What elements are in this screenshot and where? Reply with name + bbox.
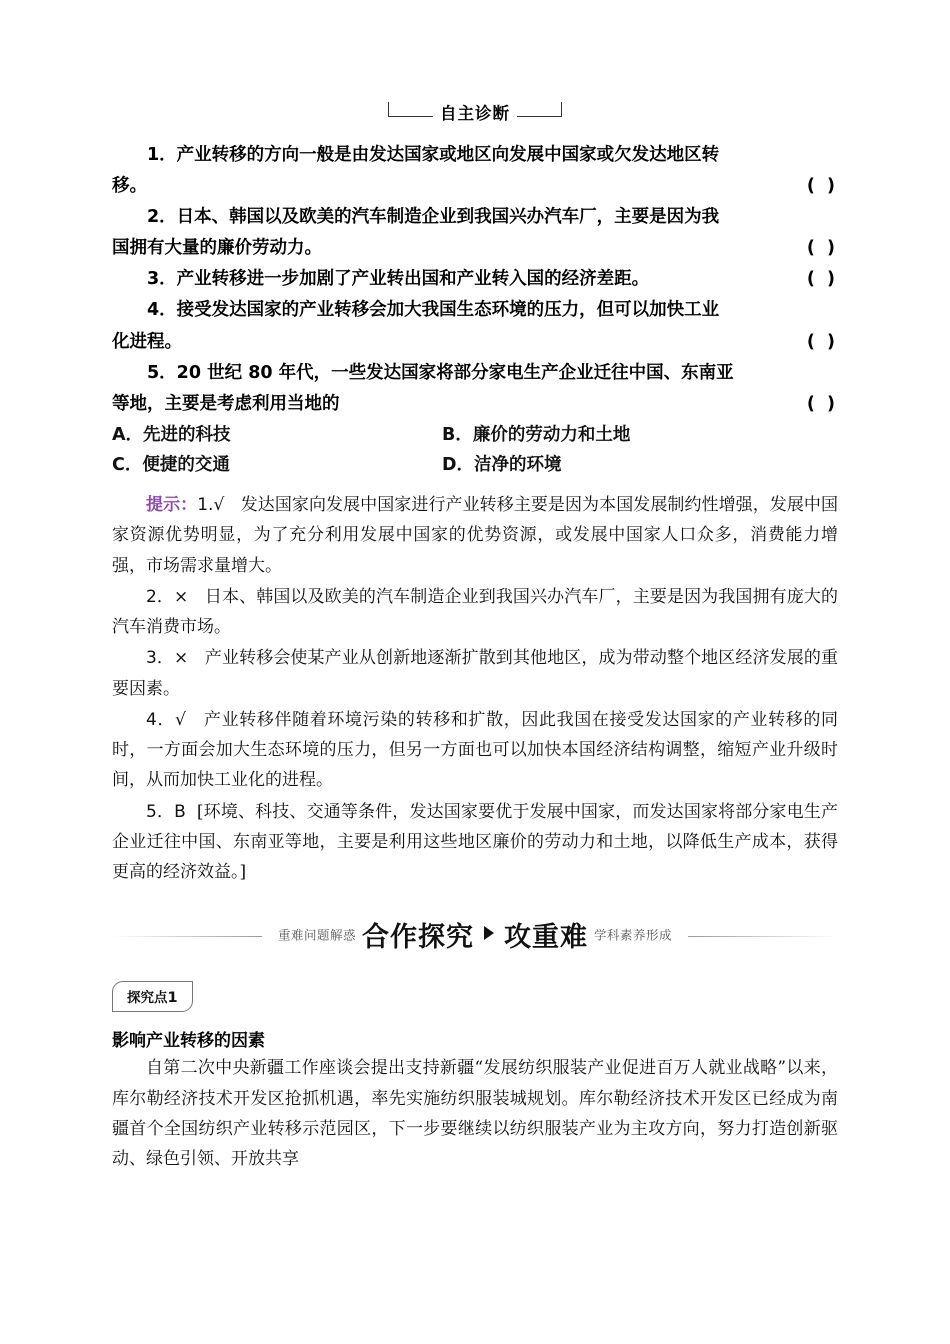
tip-1-number: 1. bbox=[197, 495, 214, 516]
question-3-line-1: ( ) 3．产业转移进一步加剧了产业转出国和产业转入国的经济差距。 bbox=[112, 264, 838, 294]
explore-point-tag bbox=[112, 981, 193, 1012]
question-5-line-2: ( ) 等地，主要是考虑利用当地的 bbox=[112, 389, 838, 419]
tip-3-number: 3． bbox=[146, 648, 175, 669]
tip-2-number: 2． bbox=[146, 586, 175, 607]
answer-blank-4: ( ) bbox=[806, 331, 838, 352]
section-title: 自主诊断 bbox=[440, 104, 510, 123]
bracket-right-decoration bbox=[517, 102, 562, 117]
tip-2-text: 日本、韩国以及欧美的汽车制造企业到我国兴办汽车厂，主要是因为我国拥有庞大的汽车消费市场。 bbox=[112, 586, 838, 638]
tip-4-mark: √ bbox=[175, 709, 186, 730]
option-row-1 bbox=[112, 420, 838, 450]
tip-5-text: [环境、科技、交通等条件，发达国家要优于发展中国家，而发达国家将部分家电生产企业迁往中国、东南亚等地，主要是利用这些地区廉价的劳动力和土地，以降低生产成本，获得更高的经济效益。] bbox=[112, 801, 838, 883]
page-content bbox=[112, 100, 838, 1175]
section-banner bbox=[112, 913, 838, 959]
arrow-right-icon bbox=[484, 926, 494, 940]
option-b[interactable]: B．廉价的劳动力和土地 bbox=[442, 424, 631, 445]
banner-rule-right bbox=[688, 936, 838, 937]
banner-left-caption: 重难问题解惑 bbox=[277, 927, 356, 943]
question-2-line-1: 2．日本、韩国以及欧美的汽车制造企业到我国兴办汽车厂，主要是因为我 bbox=[147, 207, 720, 228]
tip-item-2 bbox=[112, 582, 838, 643]
tip-item-5 bbox=[112, 797, 838, 888]
question-1-line-1: 1．产业转移的方向一般是由发达国家或地区向发展中国家或欠发达地区转 bbox=[147, 145, 720, 165]
tip-label: 提示： bbox=[146, 495, 198, 516]
explore-point-paragraph: 自第二次中央新疆工作座谈会提出支持新疆“发展纺织服装产业促进百万人就业战略”以来，库尔勒经济技术开发区抢抓机遇，率先实施纺织服装城规划。库尔勒经济技术开发区已经成为南疆首个全国纺织产业转移示范园区，下一步要继续以纺织服装产业为主攻方向，努力打造创新驱动、绿色引领、开放共享 bbox=[112, 1058, 838, 1170]
tip-5-number: 5． bbox=[146, 801, 175, 822]
tip-4-number: 4． bbox=[146, 709, 176, 730]
tips-block bbox=[112, 490, 838, 887]
tip-2-mark: × bbox=[174, 586, 189, 607]
tip-5-mark: B bbox=[174, 801, 186, 822]
banner-title-right: 攻重难 bbox=[504, 922, 588, 954]
explore-point-title: 影响产业转移的因素 bbox=[112, 1031, 265, 1052]
tip-1-text: 发达国家向发展中国家进行产业转移主要是因为本国发展制约性增强，发展中国家资源优势明显，为了充分利用发展中国家的优势资源，或发展中国家人口众多，消费能力增强，市场需求量增大。 bbox=[112, 495, 838, 576]
tip-4-text: 产业转移伴随着环境污染的转移和扩散，因此我国在接受发达国家的产业转移的同时，一方面会加大生态环境的压力，但另一方面也可以加快本国经济结构调整，缩短产业升级时间，从而加快工业化的进程。 bbox=[112, 709, 839, 791]
banner-title-left: 合作探究 bbox=[362, 922, 474, 954]
option-row-2 bbox=[112, 450, 838, 480]
question-4-line-2: ( ) 化进程。 bbox=[112, 327, 838, 357]
answer-blank-5: ( ) bbox=[806, 393, 838, 414]
tip-item-3 bbox=[112, 643, 838, 704]
question-4-line-1: 4．接受发达国家的产业转移会加大我国生态环境的压力，但可以加快工业 bbox=[147, 300, 720, 321]
option-a[interactable]: A．先进的科技 bbox=[112, 424, 231, 445]
banner-rule-left bbox=[112, 936, 262, 937]
section-header-self-diagnosis bbox=[112, 100, 838, 126]
question-1-line-2: ( ) 移。 bbox=[112, 171, 838, 201]
answer-blank-2: ( ) bbox=[806, 238, 838, 259]
tip-1-mark: √ bbox=[213, 495, 225, 516]
tip-3-mark: × bbox=[174, 648, 189, 669]
option-d[interactable]: D．洁净的环境 bbox=[442, 454, 562, 475]
explore-tag-label: 探究点 bbox=[127, 990, 168, 1007]
answer-blank-1: ( ) bbox=[806, 176, 838, 197]
tip-item-4 bbox=[112, 705, 838, 796]
answer-blank-3: ( ) bbox=[806, 269, 838, 290]
option-c[interactable]: C．便捷的交通 bbox=[112, 454, 230, 475]
explore-tag-number: 1 bbox=[167, 990, 178, 1007]
tip-3-text: 产业转移会使某产业从创新地逐渐扩散到其他地区，成为带动整个地区经济发展的重要因素。 bbox=[112, 648, 838, 699]
tip-item-1 bbox=[112, 490, 838, 581]
question-5-line-1: 5．20 世纪 80 年代，一些发达国家将部分家电生产企业迁往中国、东南亚 bbox=[147, 362, 734, 383]
question-2-line-2: ( ) 国拥有大量的廉价劳动力。 bbox=[112, 233, 838, 263]
banner-right-caption: 学科素养形成 bbox=[594, 927, 673, 943]
banner-inner bbox=[278, 915, 672, 954]
